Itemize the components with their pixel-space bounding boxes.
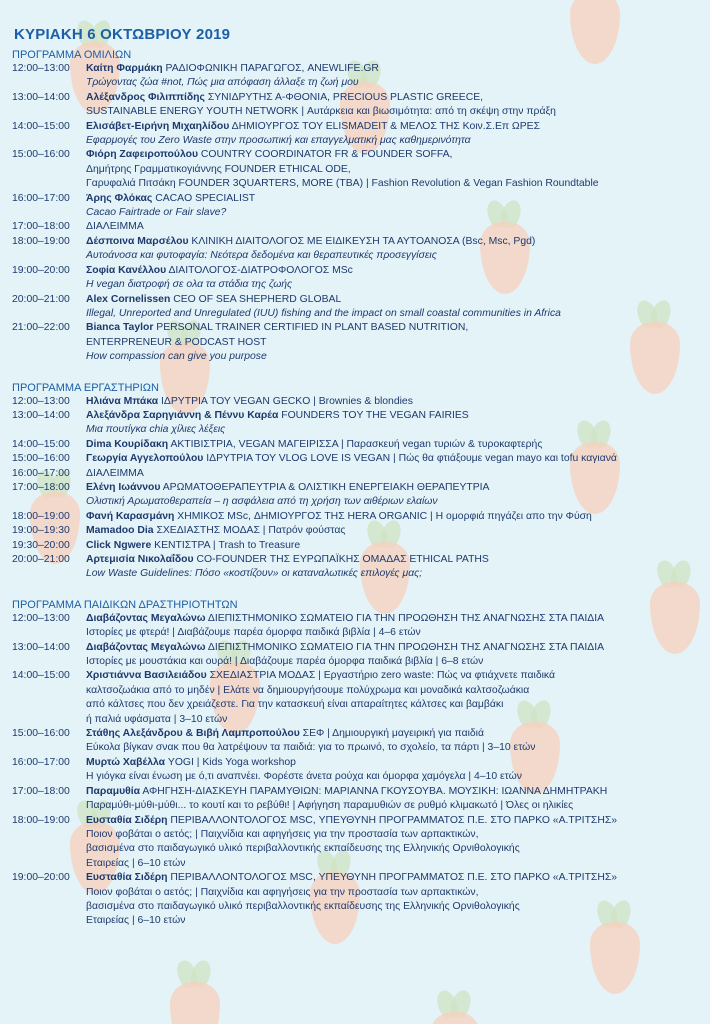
- time-slot: 17:00–18:00: [12, 785, 70, 797]
- row-first-line: [86, 814, 698, 828]
- speaker-role: ΠΕΡΙΒΑΛΛΟΝΤΟΛΟΓΟΣ MSC, ΥΠΕΥΘΥΝΗ ΠΡΟΓΡΑΜΜΑΤΟΣ Π.Ε. ΣΤΟ ΠΑΡΚΟ «Α.ΤΡΙΤΣΗΣ»: [170, 814, 618, 826]
- row-first-line: [86, 235, 698, 249]
- detail-line: Ιστορίες με μουστάκια και ουρά! | Διαβάζουμε παρέα όμορφα παιδικά βιβλία | 6–8 ετών: [86, 656, 484, 668]
- row-first-line: [86, 395, 698, 409]
- row-details: [86, 148, 698, 191]
- schedule-row: [12, 264, 698, 293]
- time-slot: 15:00–16:00: [12, 728, 70, 740]
- speaker-role: CACAO SPECIALIST: [155, 192, 256, 204]
- row-details: [86, 481, 698, 510]
- detail-line: Η γιόγκα είναι ένωση με ό,τι αναπνέει. Φορέστε άνετα ρούχα και όμορφα χαμόγελα | 4–10 ετών: [86, 771, 522, 783]
- speaker-role: ΔΙΑΛΕΙΜΜΑ: [86, 221, 144, 233]
- time-slot: 12:00–13:00: [12, 395, 70, 407]
- schedule-row: [12, 539, 698, 553]
- row-first-line: [86, 553, 698, 567]
- row-first-line: [86, 91, 698, 105]
- schedule-row: [12, 293, 698, 322]
- detail-line: Ολιστική Αρωματοθεραπεία – η ασφάλεια από τη χρήση των αιθέριων ελαίων: [86, 496, 438, 508]
- time-slot: 19:30–20:00: [12, 539, 70, 551]
- speaker-role: ΠΕΡΙΒΑΛΛΟΝΤΟΛΟΓΟΣ MSC, ΥΠΕΥΘΥΝΗ ΠΡΟΓΡΑΜΜΑΤΟΣ Π.Ε. ΣΤΟ ΠΑΡΚΟ «Α.ΤΡΙΤΣΗΣ»: [170, 872, 618, 884]
- speaker-name: Ελισάβετ-Ειρήνη Μιχαηλίδου: [86, 120, 230, 132]
- speaker-name: Ελένη Ιωάννου: [86, 481, 161, 493]
- speaker-name: Άρης Φλόκας: [86, 192, 153, 204]
- row-first-line: [86, 669, 698, 683]
- sections-container: [12, 49, 698, 929]
- time-slot: 16:00–17:00: [12, 467, 70, 479]
- row-first-line: [86, 148, 698, 162]
- speaker-name: Χριστιάννα Βασιλειάδου: [86, 670, 207, 682]
- row-details: [86, 452, 698, 466]
- speaker-name: Γεωργία Αγγελοπούλου: [86, 453, 204, 465]
- row-details: [86, 524, 698, 538]
- row-first-line: [86, 727, 698, 741]
- time-slot: 17:00–18:00: [12, 221, 70, 233]
- schedule-row: [12, 641, 698, 670]
- program-section: [12, 49, 698, 365]
- detail-line: βασισμένα στο παιδαγωγικό υλικό περιβαλλοντικής εκπαίδευσης της Ελληνικής Ορνιθολογικής: [86, 900, 520, 912]
- row-details: [86, 871, 698, 929]
- row-first-line: [86, 120, 698, 134]
- speaker-name: Ηλιάνα Μπάκα: [86, 395, 159, 407]
- section-heading: ΠΡΟΓΡΑΜΜΑ ΕΡΓΑΣΤΗΡΙΩΝ: [12, 381, 159, 394]
- row-details: [86, 510, 698, 524]
- speaker-role: ΡΑΔΙΟΦΩΝΙΚΗ ΠΑΡΑΓΩΓΟΣ, ANEWLIFE.GR: [165, 63, 379, 74]
- speaker-name: Φανή Καρασμάνη: [86, 510, 175, 522]
- row-first-line: [86, 612, 698, 626]
- detail-line: από κάλτσες που δεν χρειάζεστε. Για την κατασκευή είναι απαραίτητες κάλτσες και βαμβάκι: [86, 699, 504, 711]
- speaker-role: PERSONAL TRAINER CERTIFIED IN PLANT BASED NUTRITION,: [156, 322, 469, 334]
- row-first-line: [86, 438, 698, 452]
- time-slot: 13:00–14:00: [12, 641, 70, 653]
- time-slot: 19:00–19:30: [12, 525, 70, 537]
- speaker-name: Bianca Taylor: [86, 322, 154, 334]
- speaker-name: Mamadoo Dia: [86, 525, 154, 537]
- speaker-name: Σοφία Κανέλλου: [86, 264, 167, 276]
- speaker-role: ΑΦΗΓΗΣΗ-ΔΙΑΣΚΕΥΗ ΠΑΡΑΜΥΘΙΩΝ: ΜΑΡΙΑΝΝΑ ΓΚΟΥΣΟΥΒΑ. ΜΟΥΣΙΚΗ: ΙΩΑΝΝΑ ΔΗΜΗΤΡΑΚΗ: [142, 785, 608, 797]
- speaker-name: Ευσταθία Σιδέρη: [86, 872, 168, 884]
- time-slot: 18:00–19:00: [12, 814, 70, 826]
- detail-line: Εύκολα βίγκαν σνακ που θα λατρέψουν τα παιδιά: για το πρωινό, το σχολείο, τα πάρτι | 3–10 ετών: [86, 742, 536, 754]
- detail-line: Ποιον φοβάται ο αετός; | Παιχνίδια και αφηγήσεις για την προστασία των αρπακτικών,: [86, 886, 479, 898]
- detail-line: Η vegan διατροφή σε ολα τα στάδια της ζωής: [86, 279, 293, 291]
- row-first-line: [86, 785, 698, 799]
- detail-line: Τρώγοντας ζώα #not, Πώς μια απόφαση άλλαξε τη ζωή μου: [86, 77, 359, 89]
- row-details: [86, 264, 698, 293]
- schedule-row: [12, 785, 698, 814]
- detail-line: Ιστορίες με φτερά! | Διαβάζουμε παρέα όμορφα παιδικά βιβλία | 4–6 ετών: [86, 627, 421, 639]
- speaker-name: Dima Κουρίδακη: [86, 438, 169, 450]
- schedule-row: [12, 438, 698, 452]
- schedule-row: [12, 510, 698, 524]
- row-first-line: [86, 481, 698, 495]
- time-slot: 19:00–20:00: [12, 264, 70, 276]
- row-first-line: [86, 321, 698, 335]
- speaker-name: Ευσταθία Σιδέρη: [86, 814, 168, 826]
- time-slot: 16:00–17:00: [12, 756, 70, 768]
- speaker-role: YOGI | Kids Yoga workshop: [167, 756, 296, 768]
- time-slot: 13:00–14:00: [12, 409, 70, 421]
- detail-line: Εταιρείας | 6–10 ετών: [86, 915, 186, 927]
- schedule-row: [12, 409, 698, 438]
- schedule-row: [12, 612, 698, 641]
- time-slot: 17:00–18:00: [12, 481, 70, 493]
- time-slot: 15:00–16:00: [12, 453, 70, 465]
- row-details: [86, 467, 698, 481]
- row-details: [86, 395, 698, 409]
- row-first-line: [86, 409, 698, 423]
- row-details: [86, 120, 698, 149]
- speaker-name: Παραμυθία: [86, 785, 141, 797]
- schedule-row: [12, 91, 698, 120]
- speaker-name: Καίτη Φαρμάκη: [86, 63, 163, 74]
- row-details: [86, 62, 698, 91]
- schedule-row: [12, 220, 698, 234]
- detail-line: ENTERPRENEUR & PODCAST HOST: [86, 336, 267, 348]
- speaker-role: ΚΕΝΤΙΣΤΡΑ | Trash to Treasure: [154, 539, 301, 551]
- row-details: [86, 321, 698, 364]
- row-details: [86, 293, 698, 322]
- time-slot: 12:00–13:00: [12, 612, 70, 624]
- row-details: [86, 539, 698, 553]
- speaker-role: ΔΙΕΠΙΣΤΗΜΟΝΙΚΟ ΣΩΜΑΤΕΙΟ ΓΙΑ ΤΗΝ ΠΡΟΩΘΗΣΗ ΤΗΣ ΑΝΑΓΝΩΣΗΣ ΣΤΑ ΠΑΙΔΙΑ: [207, 612, 605, 624]
- detail-line: Παραμύθι-μύθι-μύθι... το κουτί και το ρεβύθι! | Αφήγηση παραμυθιών σε ρυθμό κλιμακωτό | Όλες οι ηλικίες: [86, 800, 574, 812]
- time-slot: 15:00–16:00: [12, 149, 70, 161]
- speaker-role: CEO OF SEA SHEPHERD GLOBAL: [173, 293, 342, 305]
- row-details: [86, 438, 698, 452]
- schedule-row: [12, 871, 698, 929]
- row-first-line: [86, 510, 698, 524]
- row-details: [86, 553, 698, 582]
- row-details: [86, 641, 698, 670]
- schedule-row: [12, 62, 698, 91]
- carrot-decoration: [420, 990, 490, 1024]
- row-first-line: [86, 467, 698, 481]
- speaker-role: ΣΕΦ | Δημιουργική μαγειρική για παιδιά: [302, 728, 484, 740]
- speaker-name: Διαβάζοντας Μεγαλώνω: [86, 641, 206, 653]
- schedule-row: [12, 481, 698, 510]
- speaker-name: Φιόρη Ζαφειροπούλου: [86, 149, 199, 161]
- detail-line: Γαρυφαλιά Πιτσάκη FOUNDER 3QUARTERS, MORE (TBA) | Fashion Revolution & Vegan Fashion Roundtable: [86, 178, 599, 190]
- speaker-name: Αρτεμισία Νικολαΐδου: [86, 554, 194, 565]
- speaker-role: ΣΧΕΔΙΑΣΤΡΙΑ ΜΟΔΑΣ | Εργαστήριο zero waste: Πώς να φτιάχνετε παιδικά: [209, 670, 555, 682]
- time-slot: 14:00–15:00: [12, 670, 70, 682]
- schedule-row: [12, 321, 698, 364]
- speaker-name: Αλεξάνδρα Σαρηγιάννη & Πέννυ Καρέα: [86, 409, 279, 421]
- time-slot: 18:00–19:00: [12, 235, 70, 247]
- speaker-role: ΧΗΜΙΚΟΣ MSc, ΔΗΜΙΟΥΡΓΟΣ ΤΗΣ HERA ORGANIC | Η ομορφιά πηγάζει απο την Φύση: [177, 510, 592, 522]
- speaker-name: Alex Cornelissen: [86, 293, 171, 305]
- speaker-role: ΙΔΡΥΤΡΙΑ ΤΟΥ VEGAN GECKO | Brownies & blondies: [161, 395, 413, 407]
- schedule-row: [12, 727, 698, 756]
- schedule-row: [12, 814, 698, 872]
- detail-line: καλτσοζωάκια από το μηδέν | Ελάτε να δημιουργήσουμε πολύχρωμα και μοναδικά καλτσοζωάκια: [86, 684, 530, 696]
- time-slot: 14:00–15:00: [12, 120, 70, 132]
- schedule-row: [12, 467, 698, 481]
- time-slot: 18:00–19:00: [12, 510, 70, 522]
- detail-line: Εφαρμογές του Zero Waste στην προσωπική και επαγγελματική μας καθημερινότητα: [86, 135, 471, 147]
- schedule-row: [12, 452, 698, 466]
- time-slot: 20:00–21:00: [12, 554, 70, 565]
- row-details: [86, 91, 698, 120]
- row-details: [86, 409, 698, 438]
- speaker-role: ΑΡΩΜΑΤΟΘΕΡΑΠΕΥΤΡΙΑ & ΟΛΙΣΤΙΚΗ ΕΝΕΡΓΕΙΑΚΗ ΘΕΡΑΠΕΥΤΡΙΑ: [162, 481, 490, 493]
- speaker-name: Δέσποινα Μαρσέλου: [86, 235, 189, 247]
- detail-line: βασισμένα στο παιδαγωγικό υλικό περιβαλλοντικής εκπαίδευσης της Ελληνικής Ορνιθολογικής: [86, 843, 520, 855]
- row-details: [86, 235, 698, 264]
- row-details: [86, 814, 698, 872]
- schedule-row: [12, 192, 698, 221]
- speaker-name: Διαβάζοντας Μεγαλώνω: [86, 612, 206, 624]
- row-first-line: [86, 539, 698, 553]
- detail-line: Εταιρείας | 6–10 ετών: [86, 857, 186, 869]
- row-first-line: [86, 264, 698, 278]
- schedule-row: [12, 524, 698, 538]
- speaker-name: Μυρτώ Χαβέλλα: [86, 756, 166, 768]
- row-details: [86, 727, 698, 756]
- speaker-name: Στάθης Αλεξάνδρου & Βιβή Λαμπροπούλου: [86, 728, 300, 740]
- row-details: [86, 669, 698, 727]
- time-slot: 21:00–22:00: [12, 322, 70, 334]
- speaker-role: ΑΚΤΙΒΙΣΤΡΙΑ, VEGAN ΜΑΓΕΙΡΙΣΣΑ | Παρασκευή vegan τυριών & τυροκαφτερής: [170, 438, 543, 450]
- row-details: [86, 192, 698, 221]
- schedule-row: [12, 395, 698, 409]
- detail-line: SUSTAINABLE ENERGY YOUTH NETWORK | Αυτάρκεια και βιωσιμότητα: από τη σκέψη στην πράξη: [86, 106, 556, 118]
- speaker-role: ΣΧΕΔΙΑΣΤΗΣ ΜΟΔΑΣ | Πατρόν φούστας: [156, 525, 346, 537]
- time-slot: 20:00–21:00: [12, 293, 70, 305]
- program-section: [12, 382, 698, 582]
- speaker-role: ΚΛΙΝΙΚΗ ΔΙΑΙΤΟΛΟΓΟΣ ΜΕ ΕΙΔΙΚΕΥΣΗ ΤΑ ΑΥΤΟΑΝΟΣΑ (Bsc, Msc, Pgd): [191, 235, 536, 247]
- detail-line: ή παλιά υφάσματα | 3–10 ετών: [86, 713, 228, 725]
- time-slot: 14:00–15:00: [12, 438, 70, 450]
- speaker-role: ΔΙΑΙΤΟΛΟΓΟΣ-ΔΙΑΤΡΟΦΟΛΟΓΟΣ MSc: [168, 264, 353, 276]
- row-first-line: [86, 220, 698, 234]
- speaker-role: ΔΗΜΙΟΥΡΓΟΣ ΤΟΥ ELISMADEIT & ΜΕΛΟΣ ΤΗΣ Κοιν.Σ.Επ ΩΡΕΣ: [231, 120, 540, 132]
- speaker-name: Αλέξανδρος Φιλιππίδης: [86, 91, 205, 103]
- speaker-role: ΔΙΑΛΕΙΜΜΑ: [86, 467, 144, 479]
- detail-line: Cacao Fairtrade or Fair slave?: [86, 207, 227, 219]
- talk-title: How compassion can give you purpose: [86, 351, 267, 363]
- row-first-line: [86, 756, 698, 770]
- speaker-role: FOUNDERS TOY THE VEGAN FAIRIES: [281, 409, 469, 421]
- page-title: ΚΥΡΙΑΚΗ 6 ΟΚΤΩΒΡΙΟΥ 2019: [14, 26, 231, 43]
- speaker-role: COUNTRY COORDINATOR FR & FOUNDER SOFFA,: [200, 149, 453, 161]
- schedule-row: [12, 756, 698, 785]
- speaker-name: Click Ngwere: [86, 539, 152, 551]
- speaker-role: ΣΥΝΙΔΡΥΤΗΣ Α-ΦΘΟΝΙΑ, PRECIOUS PLASTIC GREECE,: [207, 91, 484, 103]
- row-first-line: [86, 641, 698, 655]
- detail-line: Αυτοάνοσα και φυτοφαγία: Νεότερα δεδομένα και θεραπευτικές προσεγγίσεις: [86, 250, 437, 262]
- program-section: [12, 599, 698, 929]
- row-details: [86, 756, 698, 785]
- schedule-row: [12, 553, 698, 582]
- schedule-row: [12, 235, 698, 264]
- row-first-line: [86, 524, 698, 538]
- schedule-row: [12, 669, 698, 727]
- row-first-line: [86, 452, 698, 466]
- section-heading: ΠΡΟΓΡΑΜΜΑ ΟΜΙΛΙΩΝ: [12, 49, 132, 61]
- detail-line: Μια πουτίγκα chia χίλιες λέξεις: [86, 424, 226, 436]
- row-details: [86, 785, 698, 814]
- speaker-role: ΙΔΡΥΤΡΙΑ ΤΟΥ VLOG LOVE IS VEGAN | Πώς θα φτιάξουμε vegan mayo και tofu καγιανά: [206, 453, 617, 465]
- row-details: [86, 220, 698, 234]
- row-first-line: [86, 192, 698, 206]
- time-slot: 12:00–13:00: [12, 63, 70, 74]
- carrot-decoration: [160, 960, 230, 1024]
- time-slot: 19:00–20:00: [12, 872, 70, 884]
- detail-line: Ποιον φοβάται ο αετός; | Παιχνίδια και αφηγήσεις για την προστασία των αρπακτικών,: [86, 828, 479, 840]
- time-slot: 13:00–14:00: [12, 91, 70, 103]
- row-first-line: [86, 293, 698, 307]
- row-details: [86, 612, 698, 641]
- schedule-row: [12, 120, 698, 149]
- schedule-row: [12, 148, 698, 191]
- row-first-line: [86, 62, 698, 76]
- row-first-line: [86, 871, 698, 885]
- section-heading: ΠΡΟΓΡΑΜΜΑ ΠΑΙΔΙΚΩΝ ΔΡΑΣΤΗΡΙΟΤΗΤΩΝ: [12, 598, 238, 611]
- speaker-role: ΔΙΕΠΙΣΤΗΜΟΝΙΚΟ ΣΩΜΑΤΕΙΟ ΓΙΑ ΤΗΝ ΠΡΟΩΘΗΣΗ ΤΗΣ ΑΝΑΓΝΩΣΗΣ ΣΤΑ ΠΑΙΔΙΑ: [207, 641, 605, 653]
- detail-line: Δημήτρης Γραμματικογιάννης FOUNDER ETHICAL ODE,: [86, 163, 351, 175]
- time-slot: 16:00–17:00: [12, 192, 70, 204]
- detail-line: Illegal, Unreported and Unregulated (IUU) fishing and the impact on small coastal communities in Africa: [86, 307, 561, 319]
- speaker-role: CO-FOUNDER ΤΗΣ ΕΥΡΩΠΑΪΚΗΣ ΟΜΑΔΑΣ ETHICAL PATHS: [196, 554, 489, 565]
- detail-line: Low Waste Guidelines: Πόσο «κοστίζουν» οι καταναλωτικές επιλογές μας;: [86, 568, 423, 580]
